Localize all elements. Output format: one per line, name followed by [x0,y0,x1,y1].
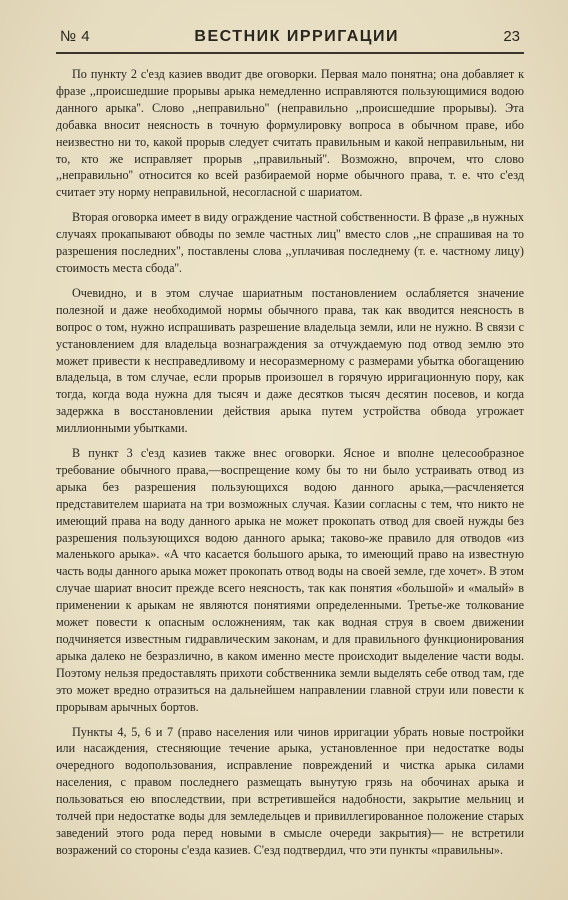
paragraph: Очевидно, и в этом случае шариатным постановлением ослабляется значение полезной и даже необходимой нормы обычного права, так как вводится неясность в вопрос о том, нужно испрашивать разрешение владельца земли, или не нужно. В связи с установлением для владельца вознаграждения за отчуждаемую под отвод землю это может привести к несправедливому и несоразмерному с размерами убытка обогащению владельца, в том случае, если прорыв произошел в горячую ирригационную пору, как тогда, когда вода нужна для тысяч и даже десятков тысяч десятин посевов, и когда задержка в восстановлении действия арыка путем устройства обвода угрожает миллионными убытками. [56,285,524,436]
article-body [56,66,524,859]
paragraph: В пункт 3 с'езд казиев также внес оговорки. Ясное и вполне целесообразное требование обычного права,—воспрещение кому бы то ни было устраивать отвод из арыка без разрешения пользующихся водою данного арыка,—расчленяется представителем шариата на три возможных случая. Казии согласны с тем, что никто не имеющий права на воду данного арыка не может прокопать отвод для своей нужды без разрешения пользующихся водою данного арыка; таково-же правило для отводов «из маленького арыка». «А что касается большого арыка, то имеющий право на известную часть воды данного арыка может прокопать отвод воды на своей земле, где хочет». В этом случае шариат вносит прежде всего неясность, так как понятия «большой» и «малый» в применении к арыкам не являются понятиями определенными. Третье-же толкование может повести к опасным осложнениям, так как водная струя в своем движении подчиняется известным гидравлическим законам, и для правильного функционирования арыка далеко не безразлично, в каком именно месте происходит выделение части воды. Поэтому нельзя предоставлять прихоти собственника земли выделять себе отвод там, где это может вредно отразиться на дальнейшем направлении главной струи или повести к прорывам арычных бортов. [56,446,524,714]
paragraph: По пункту 2 с'езд казиев вводит две оговорки. Первая мало понятна; она добавляет к фразе ,,происшедшие прорывы арыка немедленно исправляются пользующимися водою данного арыка''. Слово ,,неправильно'' (неправильно ,,происшедшие прорывы). Эта добавка вносит неясность в точную формулировку вопроса в обычном праве, ибо неизвестно ни то, какой прорыв следует считать правильным и какой неправильным, ни то, кто же исправляет прорыв ,,правильный''. Возможно, впрочем, что слово ,,неправильно'' относится ко всей разбираемой норме обычного права, т. е. что с'езд считает эту норму неправильной, несогласной с шариатом. [56,67,524,200]
paragraph: Вторая оговорка имеет в виду ограждение частной собственности. В фразе ,,в нужных случаях прокапывают обводы по земле частных лиц'' вместо слов ,,не спрашивая на то разрешения последних'', поставлены слова ,,уплачивая последнему (т. е. частному лицу) стоимость места сбода''. [56,210,524,275]
page-number: 23 [503,28,520,45]
issue-number: № 4 [60,28,91,45]
running-header [56,28,524,54]
paragraph: Пункты 4, 5, 6 и 7 (право населения или чинов ирригации убрать новые постройки или насаждения, стесняющие течение арыка, установленное при недостатке воды очередного водопользования, исправление повреждений и чистка арыка силами населения, с правом последнего размещать вынутую грязь на обочинах арыка и пользоваться ею впоследствии, при встретившейся надобности, закрытие мельниц и толчей при недостатке воды для земледельцев и привиллегированное положение старых заведений этого рода перед новыми в смысле очереди закрытия)— не встретили возражений со стороны с'езда казиев. С'езд подтвердил, что эти пункты «правильны». [56,724,524,857]
journal-title: ВЕСТНИК ИРРИГАЦИИ [194,28,399,45]
